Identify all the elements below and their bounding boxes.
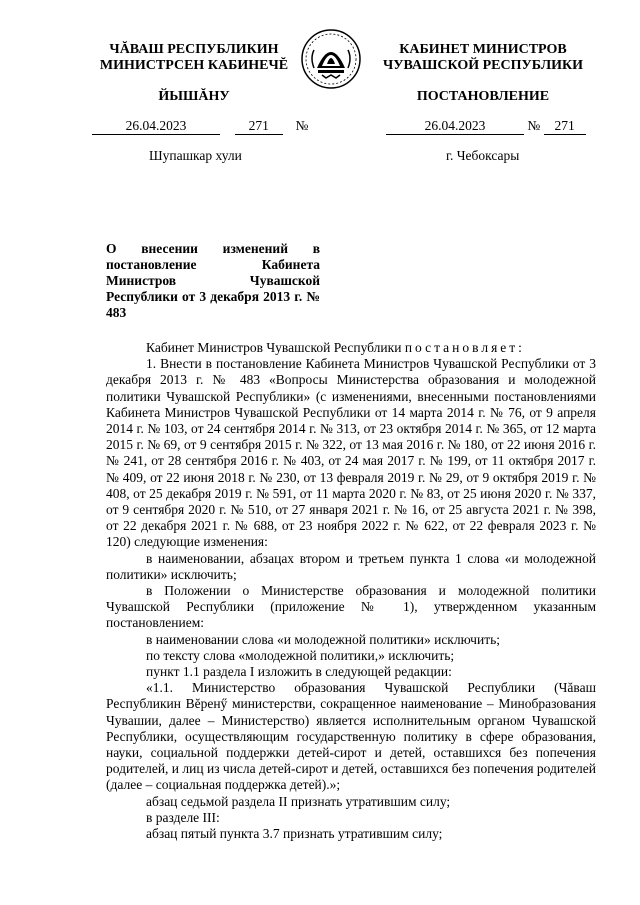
header-right-line2: ЧУВАШСКОЙ РЕСПУБЛИКИ [382, 58, 584, 73]
left-number: 271 [235, 118, 283, 135]
intro-paragraph [106, 340, 596, 356]
chuvash-coat-of-arms-icon [300, 28, 362, 90]
body-paragraph: «1.1. Министерство образования Чувашской Республики (Чăваш Республикин Вĕренӳ министерстви, сокращенное наименование – Минобразования Чувашии, далее – Министерство) является исполнительным органом Чувашской Республики, осуществляющим государственную политику в сфере образования, науки, социальной поддержки детей-сирот и детей, оставшихся без попечения родителей, и лиц из числа детей-сирот и детей, оставшихся без попечения родителей (далее – социальная поддержка детей).»; [106, 680, 596, 793]
body-paragraph: в наименовании слова «и молодежной политики» исключить; [146, 631, 500, 647]
left-city: Шупашкар хули [149, 148, 242, 163]
document-title: О внесении изменений в постановление Кабинета Министров Чувашской Республики от 3 декабря 2013 г. № 483 [106, 241, 320, 320]
right-date-line [386, 118, 586, 135]
header-right-line1: КАБИНЕТ МИНИСТРОВ [399, 42, 567, 57]
intro-prefix: Кабинет Министров Чувашской Республики [146, 340, 405, 355]
right-number-sign: № [527, 118, 541, 133]
body-paragraph: абзац пятый пункта 3.7 признать утратившим силу; [146, 826, 443, 842]
header-left-org [84, 42, 304, 74]
body-paragraph: в наименовании, абзацах втором и третьем пункта 1 слова «и молодежной политики» исключить; [106, 550, 596, 582]
left-date-line [92, 118, 308, 135]
body-paragraph: в Положении о Министерстве образования и молодежной политики Чувашской Республики (приложение № 1), утвержденном указанным постановлением: [106, 583, 596, 631]
body-paragraph: абзац седьмой раздела II признать утратившим силу; [146, 793, 451, 809]
header-right-doc-type: ПОСТАНОВЛЕНИЕ [416, 89, 550, 104]
header-right-org [368, 42, 598, 74]
body-paragraph: по тексту слова «молодежной политики,» исключить; [146, 647, 455, 663]
header-left-line1: ЧĂВАШ РЕСПУБЛИКИН [109, 42, 279, 57]
right-number: 271 [544, 118, 586, 135]
body-paragraph: 1. Внести в постановление Кабинета Министров Чувашской Республики от 3 декабря 2013 г. № 483 «Вопросы Министерства образования и молодежной политики Чувашской Республики» (с изменениями, внесенными постановлениями Кабинета Министров Чувашской Республики от 14 марта 2014 г. № 76, от 9 апреля 2014 г. № 103, от 24 сентября 2014 г. № 313, от 23 октября 2014 г. № 365, от 12 марта 2015 г. № 69, от 9 сентября 2015 г. № 322, от 13 мая 2016 г. № 180, от 22 июня 2016 г. № 241, от 28 сентября 2016 г. № 403, от 24 мая 2017 г. № 199, от 11 октября 2017 г. № 409, от 22 июня 2018 г. № 230, от 13 февраля 2019 г. № 29, от 9 октября 2019 г. № 408, от 25 декабря 2019 г. № 591, от 11 марта 2020 г. № 83, от 25 июня 2020 г. № 337, от 9 сентября 2020 г. № 510, от 27 января 2021 г. № 16, от 25 августа 2021 г. № 398, от 22 декабря 2021 г. № 688, от 23 ноября 2022 г. № 622, от 22 февраля 2023 г. № 120) следующие изменения: [106, 356, 596, 550]
left-date: 26.04.2023 [92, 118, 220, 135]
body-paragraph: пункт 1.1 раздела I изложить в следующей редакции: [146, 664, 452, 680]
right-date: 26.04.2023 [386, 118, 524, 135]
header-left-doc-type: ЙЫШĂНУ [158, 89, 230, 104]
intro-decree-word: постановляет: [404, 340, 525, 355]
body-paragraph: в разделе III: [146, 809, 220, 825]
document-body [106, 340, 596, 842]
left-number-sign: № [295, 118, 309, 133]
header-left-line2: МИНИСТРСЕН КАБИНЕЧĔ [99, 58, 289, 73]
right-city: г. Чебоксары [446, 148, 520, 163]
